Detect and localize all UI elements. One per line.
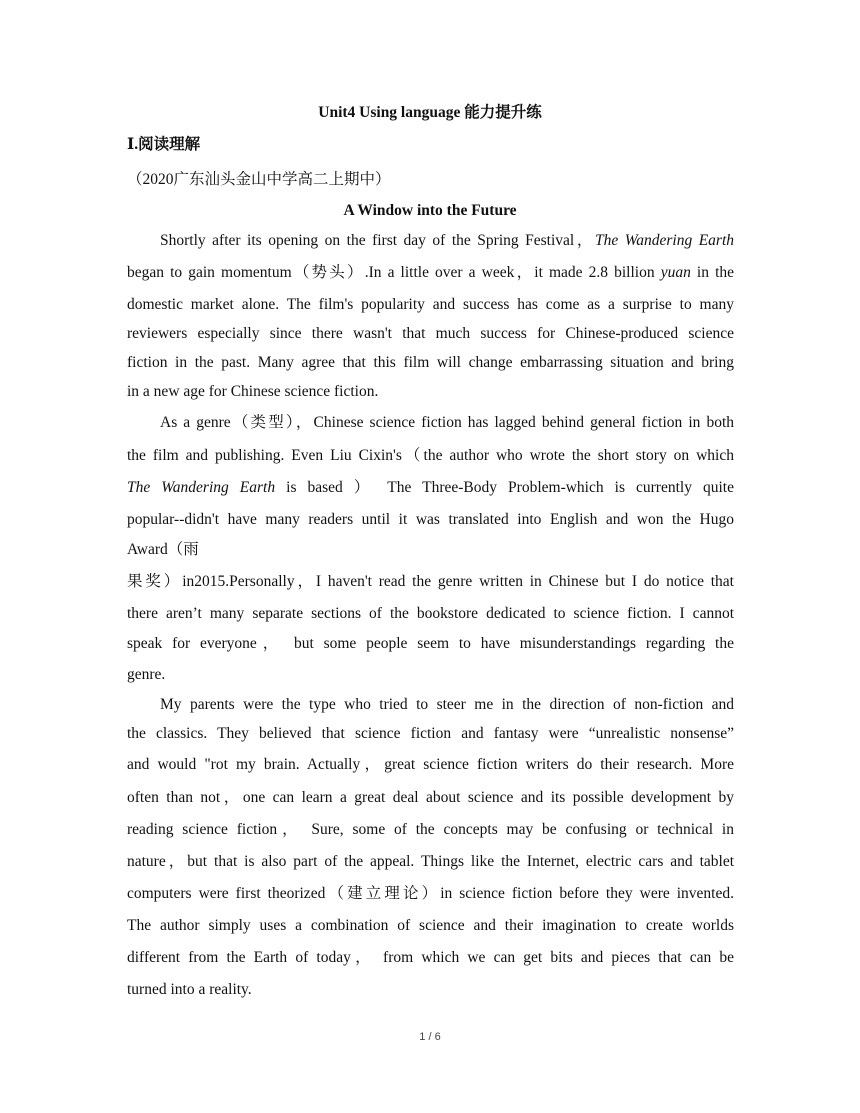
text-segment: As a genre（类型），Chinese science fiction has lagged behind general fiction in both bbox=[160, 414, 734, 431]
text-line bbox=[127, 916, 734, 936]
text-segment: popular--didn't have many readers until it was translated into English and won the Hugo bbox=[127, 511, 734, 528]
text-segment: nature，but that is also part of the appeal. Things like the Internet, electric cars and tablet bbox=[127, 853, 734, 870]
text-line bbox=[127, 478, 734, 498]
text-segment: often than not，one can learn a great deal about science and its possible development by bbox=[127, 789, 734, 806]
text-line bbox=[127, 788, 734, 808]
text-segment: the classics. They believed that science fiction and fantasy were “unrealistic nonsense” bbox=[127, 725, 734, 742]
text-segment: genre. bbox=[127, 666, 166, 683]
text-segment: and would "rot my brain. Actually，great science fiction writers do their research. More bbox=[127, 756, 734, 773]
text-line bbox=[127, 724, 734, 744]
text-line bbox=[127, 948, 734, 968]
text-line bbox=[127, 665, 734, 685]
text-segment: is based ） The Three-Body Problem-which is currently quite bbox=[275, 479, 734, 496]
text-line bbox=[127, 572, 734, 592]
page-title: Unit4 Using language 能力提升练 bbox=[318, 104, 542, 121]
text-line bbox=[160, 231, 734, 251]
text-line bbox=[127, 263, 734, 283]
text-line bbox=[127, 295, 734, 315]
italic-text-segment: The Wandering Earth bbox=[127, 479, 276, 496]
text-line bbox=[127, 540, 734, 560]
text-line bbox=[127, 353, 734, 373]
text-line bbox=[127, 852, 734, 872]
text-line bbox=[127, 634, 734, 654]
text-line bbox=[127, 510, 734, 530]
text-line bbox=[160, 695, 734, 715]
text-segment: Shortly after its opening on the first day of the Spring Festival， bbox=[160, 232, 595, 249]
text-segment: computers were first theorized（建立理论）in science fiction before they were invented. bbox=[127, 885, 734, 902]
text-segment: The author simply uses a combination of science and their imagination to create worlds bbox=[127, 917, 734, 934]
text-line bbox=[127, 604, 734, 624]
text-segment: different from the Earth of today， from which we can get bits and pieces that can be bbox=[127, 949, 734, 966]
text-line bbox=[127, 446, 734, 466]
text-segment: reading science fiction， Sure, some of the concepts may be confusing or technical in bbox=[127, 821, 734, 838]
text-line bbox=[127, 324, 734, 344]
section-heading: Ⅰ.阅读理解 bbox=[127, 136, 201, 153]
text-segment: in the bbox=[690, 264, 735, 281]
text-segment: reviewers especially since there wasn't that much success for Chinese-produced science bbox=[127, 325, 734, 342]
text-line bbox=[127, 382, 734, 402]
source-note: （2020广东汕头金山中学高二上期中） bbox=[127, 171, 391, 188]
text-line bbox=[127, 820, 734, 840]
italic-text-segment: The Wandering Earth bbox=[594, 232, 735, 249]
text-segment: in a new age for Chinese science fiction. bbox=[127, 383, 379, 400]
text-segment: Award（雨 bbox=[127, 541, 199, 558]
text-segment: began to gain momentum（势头）.In a little over a week，it made 2.8 billion bbox=[127, 264, 661, 281]
page-number: 1 / 6 bbox=[419, 1031, 441, 1043]
text-segment: 果奖）in2015.Personally，I haven't read the genre written in Chinese but I do notice that bbox=[127, 573, 734, 590]
text-segment: speak for everyone， but some people seem to have misunderstandings regarding the bbox=[127, 635, 734, 652]
text-line bbox=[127, 755, 734, 775]
text-segment: turned into a reality. bbox=[127, 981, 252, 998]
text-segment: domestic market alone. The film's popularity and success has come as a surprise to many bbox=[127, 296, 734, 313]
article-title: A Window into the Future bbox=[343, 202, 517, 219]
text-line bbox=[127, 980, 734, 1000]
text-line bbox=[127, 884, 734, 904]
italic-text-segment: yuan bbox=[660, 264, 691, 281]
text-segment: the film and publishing. Even Liu Cixin's（the author who wrote the short story on which bbox=[127, 447, 734, 464]
text-segment: fiction in the past. Many agree that this film will change embarrassing situation and bring bbox=[127, 354, 734, 371]
text-segment: My parents were the type who tried to steer me in the direction of non-fiction and bbox=[160, 696, 734, 713]
text-line bbox=[160, 413, 734, 433]
text-segment: there aren’t many separate sections of the bookstore dedicated to science fiction. I cannot bbox=[127, 605, 734, 622]
